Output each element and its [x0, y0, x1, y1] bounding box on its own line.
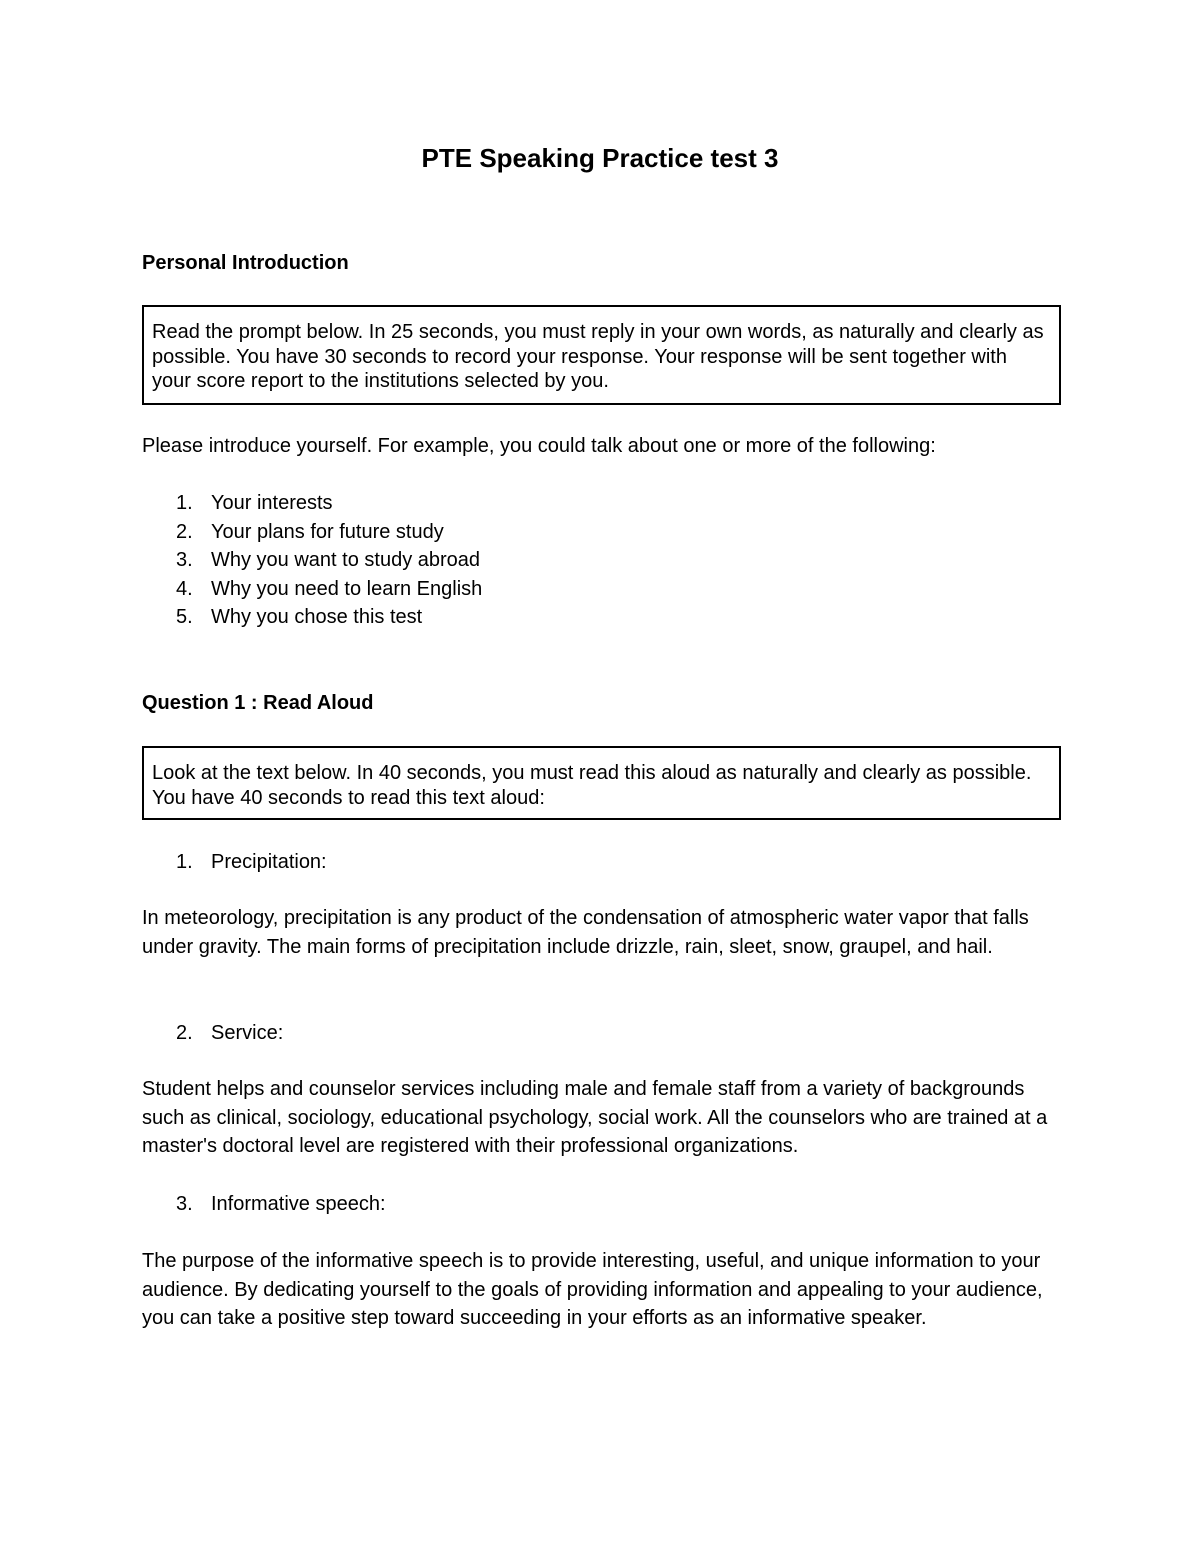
list-item: 3. Informative speech: — [176, 1193, 386, 1215]
list-item: 3. Why you want to study abroad — [176, 549, 481, 571]
list-item: 4. Why you need to learn English — [176, 577, 483, 600]
list-item: 2. Service: — [176, 1022, 284, 1044]
passage-label-3 — [142, 1190, 386, 1219]
passage-text-1: In meteorology, precipitation is any product of the condensation of atmospheric water vapor that falls under gravity. The main forms of precipitation include drizzle, rain, sleet, snow, graupel, and hail. — [142, 907, 1029, 958]
instruction-box-question-1 — [142, 746, 1061, 820]
list-item: 5. Why you chose this test — [176, 606, 423, 628]
list-item: 1. Precipitation: — [176, 851, 327, 873]
passage-label-2 — [142, 1019, 283, 1048]
section-heading-personal-introduction: Personal Introduction — [142, 252, 349, 274]
passage-text-3: The purpose of the informative speech is to provide interesting, useful, and unique information to your audience. By dedicating yourself to the goals of providing information and appealing to your audience, you can take a positive step toward succeeding in your efforts as an informative speaker. — [142, 1250, 1043, 1330]
list-item: 2. Your plans for future study — [176, 520, 444, 543]
instruction-text: Read the prompt below. In 25 seconds, you must reply in your own words, as naturally and clearly as possible. You have 30 seconds to record your response. Your response will be sent together with your score report to the institutions selected by you. — [152, 321, 1044, 392]
instruction-text: Look at the text below. In 40 seconds, you must read this aloud as naturally and clearly as possible. You have 40 seconds to read this text aloud: — [152, 762, 1032, 809]
list-item: 1. Your interests — [176, 492, 333, 514]
instruction-box-personal-introduction — [142, 305, 1061, 405]
topic-list — [142, 489, 482, 632]
prompt-text: Please introduce yourself. For example, you could talk about one or more of the following: — [142, 435, 936, 457]
passage-text-2: Student helps and counselor services including male and female staff from a variety of backgrounds such as clinical, sociology, educational psychology, social work. All the counselors who are trained at a master's doctoral level are registered with their professional organizations. — [142, 1078, 1048, 1158]
page-title: PTE Speaking Practice test 3 — [421, 143, 779, 173]
section-heading-question-1: Question 1 : Read Aloud — [142, 692, 374, 714]
passage-label-1 — [142, 848, 327, 877]
